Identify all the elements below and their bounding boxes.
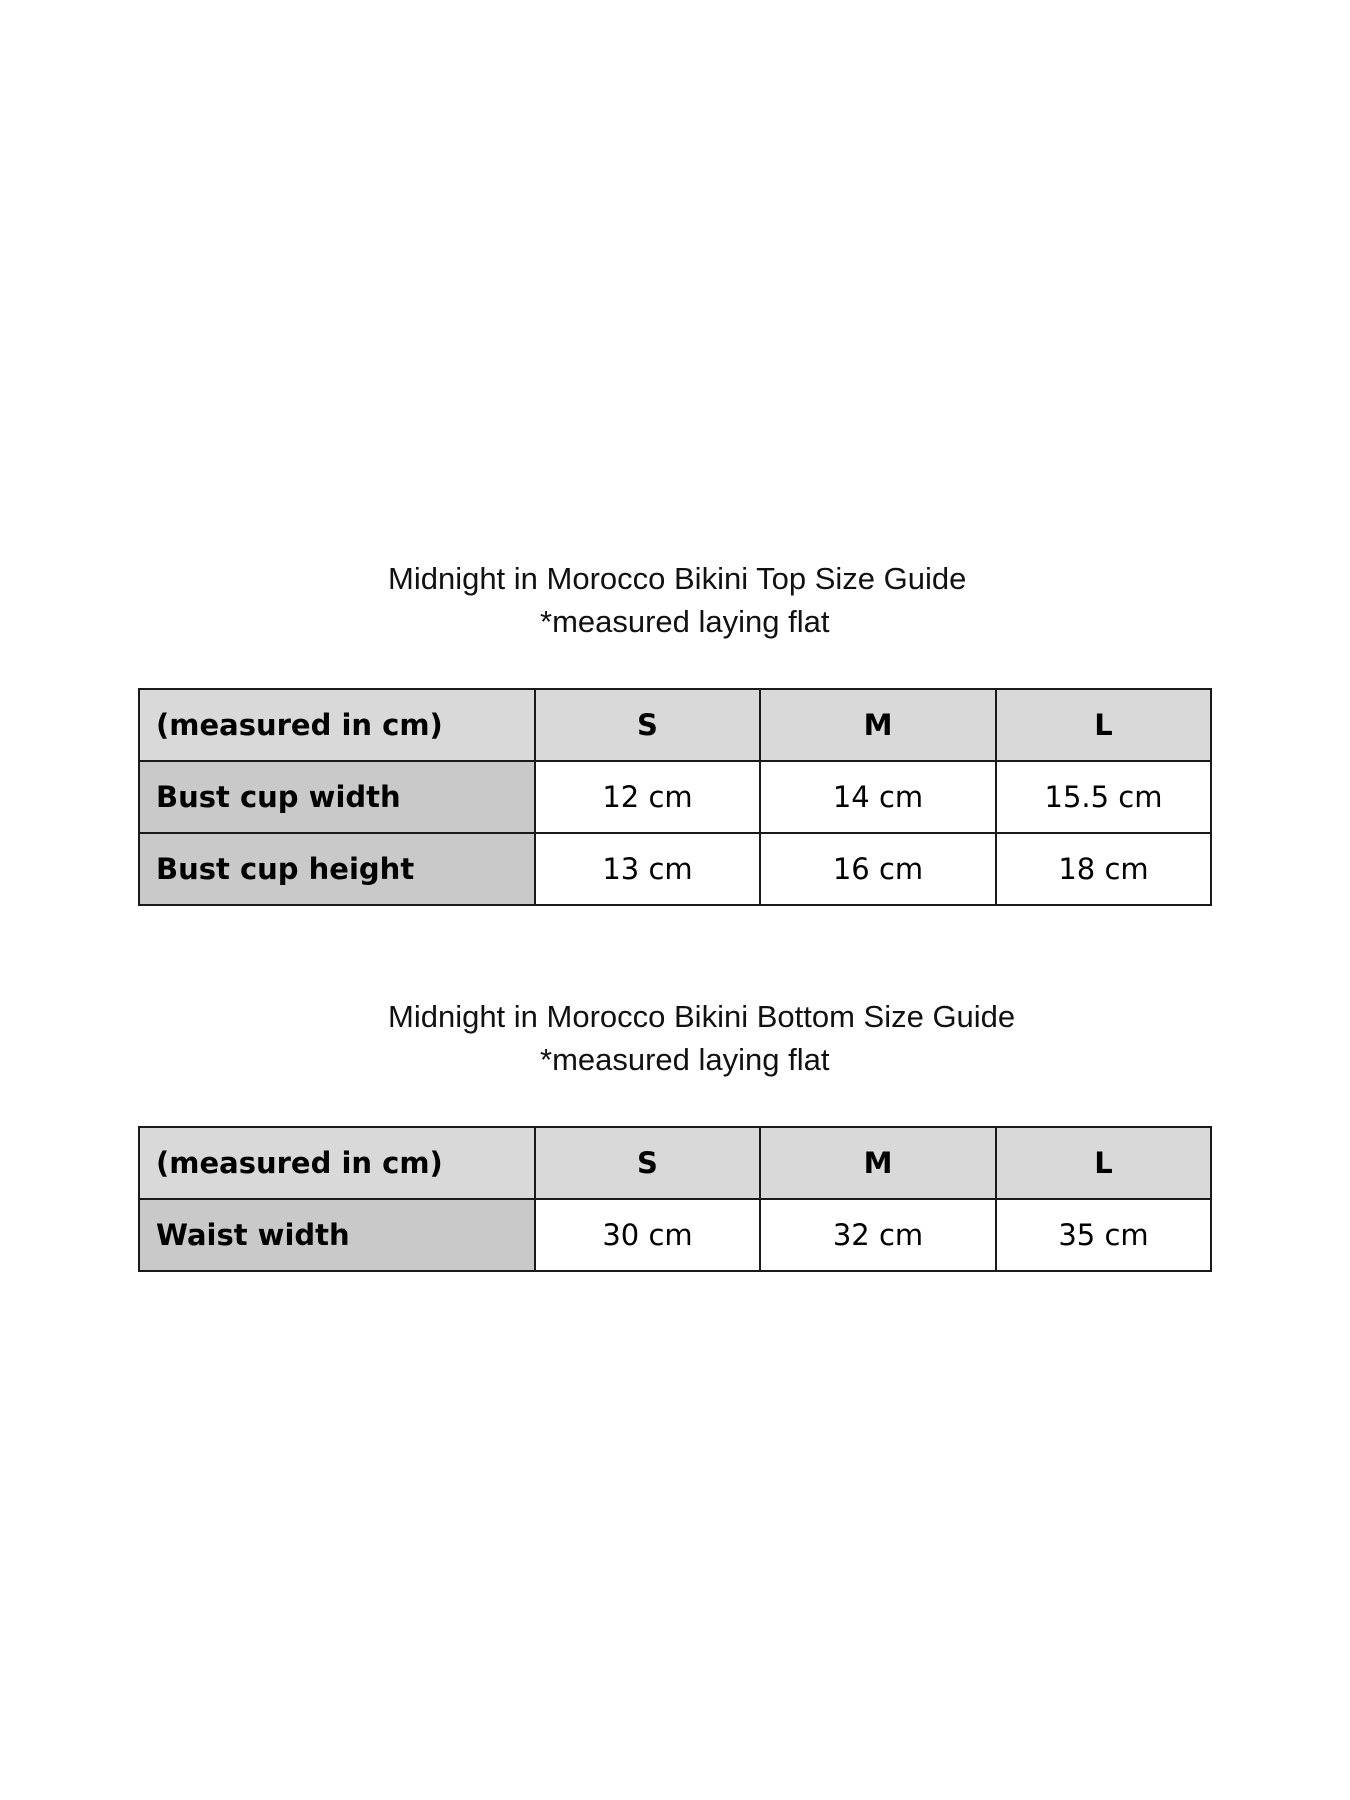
header-cell-size-s: S: [535, 1127, 760, 1199]
table-cell: 32 cm: [760, 1199, 996, 1271]
header-cell-size-m: M: [760, 689, 996, 761]
table-cell: 16 cm: [760, 833, 996, 905]
top-guide-title-block: [388, 557, 1108, 643]
table-cell: 30 cm: [535, 1199, 760, 1271]
table-cell: 14 cm: [760, 761, 996, 833]
bottom-guide-title: Midnight in Morocco Bikini Bottom Size Guide: [388, 999, 1016, 1034]
table-row: [139, 761, 1211, 833]
table-cell: 15.5 cm: [996, 761, 1211, 833]
top-size-table: [138, 688, 1212, 906]
row-label-bust-cup-width: Bust cup width: [139, 761, 535, 833]
top-guide-title: Midnight in Morocco Bikini Top Size Guide: [388, 561, 967, 596]
header-cell-unit: (measured in cm): [139, 1127, 535, 1199]
bottom-size-table: [138, 1126, 1212, 1272]
table-header-row: [139, 1127, 1211, 1199]
table-header-row: [139, 689, 1211, 761]
row-label-bust-cup-height: Bust cup height: [139, 833, 535, 905]
header-cell-size-l: L: [996, 689, 1211, 761]
header-cell-size-l: L: [996, 1127, 1211, 1199]
header-cell-size-m: M: [760, 1127, 996, 1199]
row-label-waist-width: Waist width: [139, 1199, 535, 1271]
header-cell-unit: (measured in cm): [139, 689, 535, 761]
bottom-guide-title-block: [388, 995, 1108, 1081]
table-cell: 18 cm: [996, 833, 1211, 905]
table-cell: 12 cm: [535, 761, 760, 833]
bottom-guide-note: *measured laying flat: [540, 1042, 830, 1077]
table-row: [139, 1199, 1211, 1271]
table-row: [139, 833, 1211, 905]
table-cell: 13 cm: [535, 833, 760, 905]
table-cell: 35 cm: [996, 1199, 1211, 1271]
top-guide-note: *measured laying flat: [540, 604, 830, 639]
header-cell-size-s: S: [535, 689, 760, 761]
